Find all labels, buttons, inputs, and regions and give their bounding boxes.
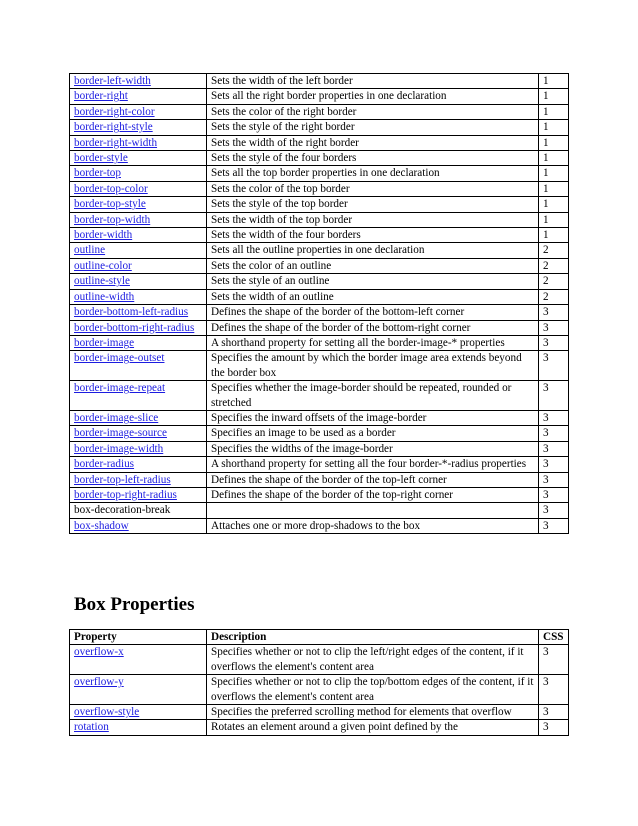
box-properties-table: [69, 629, 569, 736]
table-row: [70, 335, 569, 350]
header-css: CSS: [539, 630, 569, 645]
css-version: 3: [539, 426, 569, 441]
css-version: 3: [539, 441, 569, 456]
table-row: [70, 212, 569, 227]
table-row: [70, 457, 569, 472]
css-version: 3: [539, 487, 569, 502]
table-row: [70, 135, 569, 150]
property-description: Sets the width of the four borders: [207, 228, 539, 243]
css-version: 2: [539, 258, 569, 273]
property-link[interactable]: border-image-slice: [70, 410, 207, 425]
css-version: 1: [539, 135, 569, 150]
property-description: Specifies the widths of the image-border: [207, 441, 539, 456]
table-header-row: [70, 630, 569, 645]
property-link[interactable]: border-right-width: [70, 135, 207, 150]
table-row: [70, 258, 569, 273]
table-row: [70, 518, 569, 533]
table-row: [70, 274, 569, 289]
property-link[interactable]: outline: [70, 243, 207, 258]
box-properties-heading: Box Properties: [74, 594, 195, 615]
property-description: Defines the shape of the border of the bottom-left corner: [207, 305, 539, 320]
property-link[interactable]: border-bottom-left-radius: [70, 305, 207, 320]
css-version: 1: [539, 104, 569, 119]
property-description: Specifies an image to be used as a border: [207, 426, 539, 441]
css-version: 3: [539, 351, 569, 381]
property-description: Specifies whether or not to clip the left/right edges of the content, if it overflows the element's content area: [207, 645, 539, 675]
table-row: [70, 166, 569, 181]
property-link[interactable]: border-right-color: [70, 104, 207, 119]
property-link[interactable]: border-width: [70, 228, 207, 243]
property-description: Defines the shape of the border of the top-left corner: [207, 472, 539, 487]
table-row: [70, 381, 569, 411]
css-version: 3: [539, 305, 569, 320]
property-description: Sets the style of the right border: [207, 120, 539, 135]
css-version: 1: [539, 89, 569, 104]
property-description: Sets the width of the right border: [207, 135, 539, 150]
table-row: [70, 503, 569, 518]
table-row: [70, 197, 569, 212]
property-description: Specifies the inward offsets of the image-border: [207, 410, 539, 425]
css-version: 3: [539, 705, 569, 720]
property-link[interactable]: border-right-style: [70, 120, 207, 135]
property-description: Sets the style of the top border: [207, 197, 539, 212]
table-row: [70, 120, 569, 135]
property-link[interactable]: rotation: [70, 720, 207, 735]
property-description: Sets all the outline properties in one declaration: [207, 243, 539, 258]
table-row: [70, 351, 569, 381]
css-version: 1: [539, 166, 569, 181]
property-link[interactable]: border-left-width: [70, 74, 207, 89]
css-version: 3: [539, 503, 569, 518]
property-link[interactable]: border-image-outset: [70, 351, 207, 381]
table-row: [70, 243, 569, 258]
table-row: [70, 89, 569, 104]
property-description: Rotates an element around a given point defined by the: [207, 720, 539, 735]
table-row: [70, 305, 569, 320]
property-link[interactable]: border-top-left-radius: [70, 472, 207, 487]
css-version: 3: [539, 518, 569, 533]
property-description: Sets all the top border properties in one declaration: [207, 166, 539, 181]
property-link[interactable]: border-radius: [70, 457, 207, 472]
css-version: 1: [539, 197, 569, 212]
table-row: [70, 705, 569, 720]
property-description: Defines the shape of the border of the top-right corner: [207, 487, 539, 502]
table-row: [70, 181, 569, 196]
css-version: 3: [539, 457, 569, 472]
property-link[interactable]: border-image-source: [70, 426, 207, 441]
table-row: [70, 104, 569, 119]
property-link[interactable]: overflow-x: [70, 645, 207, 675]
property-link[interactable]: border-top: [70, 166, 207, 181]
property-link[interactable]: border-top-right-radius: [70, 487, 207, 502]
table-row: [70, 645, 569, 675]
property-description: Sets the style of an outline: [207, 274, 539, 289]
css-version: 3: [539, 472, 569, 487]
property-link[interactable]: border-top-style: [70, 197, 207, 212]
table-row: [70, 289, 569, 304]
css-version: 3: [539, 410, 569, 425]
css-version: 2: [539, 274, 569, 289]
property-link[interactable]: overflow-style: [70, 705, 207, 720]
property-description: A shorthand property for setting all the four border-*-radius properties: [207, 457, 539, 472]
property-link[interactable]: border-top-width: [70, 212, 207, 227]
css-version: 2: [539, 243, 569, 258]
property-description: Attaches one or more drop-shadows to the box: [207, 518, 539, 533]
border-properties-table: [69, 73, 569, 534]
property-description: Sets the color of an outline: [207, 258, 539, 273]
property-description: Sets the width of the left border: [207, 74, 539, 89]
property-description: Sets the color of the right border: [207, 104, 539, 119]
css-version: 1: [539, 120, 569, 135]
property-description: Sets the width of the top border: [207, 212, 539, 227]
header-description: Description: [207, 630, 539, 645]
property-link[interactable]: outline-width: [70, 289, 207, 304]
css-version: 3: [539, 720, 569, 735]
property-link[interactable]: border-bottom-right-radius: [70, 320, 207, 335]
css-version: 1: [539, 74, 569, 89]
property-link[interactable]: overflow-y: [70, 675, 207, 705]
table-row: [70, 675, 569, 705]
table-row: [70, 472, 569, 487]
table-row: [70, 74, 569, 89]
property-description: Specifies the preferred scrolling method for elements that overflow: [207, 705, 539, 720]
property-description: Specifies whether the image-border should be repeated, rounded or stretched: [207, 381, 539, 411]
property-link[interactable]: border-image-width: [70, 441, 207, 456]
property-link[interactable]: border-right: [70, 89, 207, 104]
css-version: 1: [539, 181, 569, 196]
table-row: [70, 426, 569, 441]
css-version: 1: [539, 228, 569, 243]
property-description: Specifies the amount by which the border image area extends beyond the border box: [207, 351, 539, 381]
property-link[interactable]: border-top-color: [70, 181, 207, 196]
property-link[interactable]: border-image-repeat: [70, 381, 207, 411]
property-link[interactable]: border-image: [70, 335, 207, 350]
css-version: 3: [539, 320, 569, 335]
property-description: A shorthand property for setting all the border-image-* properties: [207, 335, 539, 350]
css-version: 3: [539, 381, 569, 411]
css-version: 3: [539, 645, 569, 675]
css-version: 3: [539, 675, 569, 705]
table-row: [70, 228, 569, 243]
table-row: [70, 320, 569, 335]
table-row: [70, 720, 569, 735]
property-link[interactable]: outline-color: [70, 258, 207, 273]
css-version: 1: [539, 212, 569, 227]
css-version: 2: [539, 289, 569, 304]
property-description: Sets all the right border properties in one declaration: [207, 89, 539, 104]
property-description: Specifies whether or not to clip the top/bottom edges of the content, if it overflows the element's content area: [207, 675, 539, 705]
property-link[interactable]: box-shadow: [70, 518, 207, 533]
property-description: Sets the style of the four borders: [207, 151, 539, 166]
table-row: [70, 151, 569, 166]
property-link[interactable]: border-style: [70, 151, 207, 166]
property-description: Sets the color of the top border: [207, 181, 539, 196]
table-row: [70, 410, 569, 425]
table-row: [70, 487, 569, 502]
property-description: [207, 503, 539, 518]
property-description: Defines the shape of the border of the bottom-right corner: [207, 320, 539, 335]
property-link[interactable]: outline-style: [70, 274, 207, 289]
header-property: Property: [70, 630, 207, 645]
css-version: 1: [539, 151, 569, 166]
css-version: 3: [539, 335, 569, 350]
property-name: box-decoration-break: [70, 503, 207, 518]
property-description: Sets the width of an outline: [207, 289, 539, 304]
table-row: [70, 441, 569, 456]
